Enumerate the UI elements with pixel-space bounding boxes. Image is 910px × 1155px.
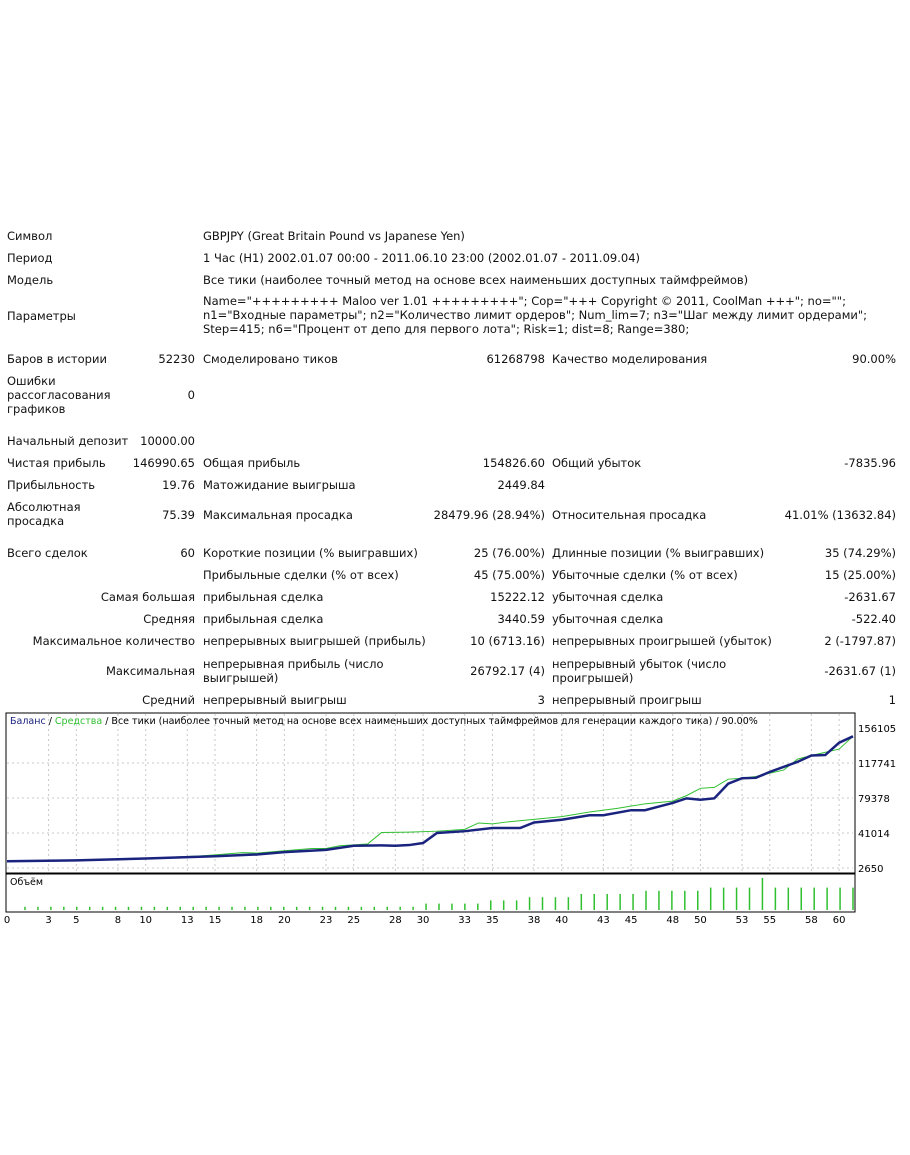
total-trades-label: Всего сделок xyxy=(7,546,88,560)
x-tick-label: 43 xyxy=(596,915,610,926)
max-count-label: Максимальное количество xyxy=(32,634,195,648)
x-tick-label: 48 xyxy=(666,915,680,926)
model-value: Все тики (наиболее точный метод на основе всех наименьших доступных таймфреймов) xyxy=(203,273,749,287)
profit-trades-value: 45 (75.00%) xyxy=(473,568,545,582)
x-tick-label: 0 xyxy=(3,915,11,926)
x-tick-label: 20 xyxy=(278,915,291,926)
x-tick-label: 58 xyxy=(805,915,818,926)
symbol-value: GBPJPY (Great Britain Pound vs Japanese Yen) xyxy=(203,229,465,243)
x-tick-label: 45 xyxy=(624,915,638,926)
maximal-profit-value: 26792.17 (4) xyxy=(470,664,545,678)
x-tick-label: 23 xyxy=(319,915,333,926)
x-tick-label: 10 xyxy=(139,915,153,926)
gross-profit-label: Общая прибыль xyxy=(203,456,301,470)
model-label: Модель xyxy=(7,273,54,287)
largest-profit-label: прибыльная сделка xyxy=(203,590,324,604)
symbol-label: Символ xyxy=(7,229,53,243)
deposit-label: Начальный депозит xyxy=(7,434,129,448)
total-trades-value: 60 xyxy=(180,546,195,560)
largest-loss-label: убыточная сделка xyxy=(552,590,664,604)
average-profit-value: 3440.59 xyxy=(497,612,545,626)
main-plot-frame xyxy=(6,713,855,873)
period-value: 1 Час (H1) 2002.01.07 00:00 - 2011.06.10 23:00 (2002.01.07 - 2011.09.04) xyxy=(203,251,640,265)
x-tick-label: 25 xyxy=(347,915,361,926)
avg-cons-wins-value: 3 xyxy=(537,693,545,707)
profit-factor-value: 19.76 xyxy=(162,478,195,492)
errors-label: Ошибки рассогласования графиков xyxy=(7,374,111,416)
x-tick-label: 15 xyxy=(208,915,222,926)
deposit-value: 10000.00 xyxy=(140,434,195,448)
short-positions-value: 25 (76.00%) xyxy=(473,546,545,560)
y-tick-label: 117741 xyxy=(858,759,897,771)
avg-cons-losses-label: непрерывный проигрыш xyxy=(552,693,702,707)
gross-loss-label: Общий убыток xyxy=(552,456,642,470)
x-tick-label: 13 xyxy=(180,915,194,926)
ticks-value: 61268798 xyxy=(486,352,545,366)
abs-drawdown-label: Абсолютная просадка xyxy=(7,500,81,528)
expected-payoff-label: Матожидание выигрыша xyxy=(203,478,356,492)
x-tick-label: 3 xyxy=(45,915,52,926)
avg-cons-label: Средний xyxy=(142,693,195,707)
x-tick-label: 33 xyxy=(458,915,472,926)
y-tick-label: 156105 xyxy=(858,724,897,735)
max-cons-wins-label: непрерывных выигрышей (прибыль) xyxy=(203,634,426,648)
params-value: Name="+++++++++ Maloo ver 1.01 +++++++++"; Cop="+++ Copyright © 2011, CoolMan +++"; no=""; n1="Входные параметры"; n2="Количество лимит ордеров"; Num_lim=7; n3="Шаг между лимит ордерами"; Step=415; n6="Процент от депо для первого лота"; Risk=1; dist=8; Range=380; xyxy=(203,294,868,336)
volume-label: Объём xyxy=(10,877,44,888)
x-tick-label: 28 xyxy=(388,915,402,926)
x-tick-label: 18 xyxy=(250,915,264,926)
largest-profit-value: 15222.12 xyxy=(490,590,545,604)
y-tick-label: 41014 xyxy=(858,828,890,840)
gross-loss-value: -7835.96 xyxy=(844,456,896,470)
legend-equity: Средства xyxy=(54,716,103,727)
x-tick-label: 55 xyxy=(763,915,777,926)
volume-plot-frame xyxy=(6,874,855,912)
x-axis-ticks xyxy=(4,915,846,926)
max-drawdown-label: Максимальная просадка xyxy=(203,508,353,522)
average-loss-value: -522.40 xyxy=(851,612,896,626)
x-tick-label: 53 xyxy=(735,915,749,926)
x-tick-label: 30 xyxy=(416,915,430,926)
legend-rest: / Все тики (наиболее точный метод на основе всех наименьших доступных таймфреймов для генерации каждого тика) / 90.00% xyxy=(102,716,758,727)
maximal-profit-label: непрерывная прибыль (число выигрышей) xyxy=(203,657,384,685)
x-tick-label: 50 xyxy=(694,915,707,926)
x-tick-label: 8 xyxy=(114,915,122,926)
net-profit-value: 146990.65 xyxy=(132,456,195,470)
short-positions-label: Короткие позиции (% выигравших) xyxy=(203,546,418,560)
x-tick-label: 5 xyxy=(73,915,80,926)
abs-drawdown-value: 75.39 xyxy=(162,508,195,522)
x-tick-label: 60 xyxy=(832,915,846,926)
legend-balance: Баланс xyxy=(10,716,46,727)
ticks-label: Смоделировано тиков xyxy=(203,352,338,366)
balance-chart xyxy=(5,712,905,927)
max-cons-losses-value: 2 (-1797.87) xyxy=(824,634,896,648)
x-tick-label: 35 xyxy=(486,915,499,926)
x-tick-label: 40 xyxy=(555,915,569,926)
max-cons-wins-value: 10 (6713.16) xyxy=(470,634,545,648)
profit-factor-label: Прибыльность xyxy=(7,478,96,492)
legend-sep: / xyxy=(45,716,55,727)
largest-label: Самая большая xyxy=(100,590,195,604)
largest-loss-value: -2631.67 xyxy=(844,590,896,604)
chart-legend xyxy=(10,716,758,727)
max-drawdown-value: 28479.96 (28.94%) xyxy=(433,508,545,522)
long-positions-value: 35 (74.29%) xyxy=(824,546,896,560)
average-loss-label: убыточная сделка xyxy=(552,612,664,626)
bars-label: Баров в истории xyxy=(7,352,107,366)
expected-payoff-value: 2449.84 xyxy=(497,478,545,492)
net-profit-label: Чистая прибыль xyxy=(7,456,106,470)
y-tick-label: 79378 xyxy=(858,793,890,805)
y-axis-ticks xyxy=(858,724,896,875)
quality-value: 90.00% xyxy=(852,352,896,366)
gross-profit-value: 154826.60 xyxy=(482,456,545,470)
max-cons-losses-label: непрерывных проигрышей (убыток) xyxy=(552,634,772,648)
quality-label: Качество моделирования xyxy=(552,352,708,366)
long-positions-label: Длинные позиции (% выигравших) xyxy=(552,546,765,560)
loss-trades-value: 15 (25.00%) xyxy=(824,568,896,582)
errors-value: 0 xyxy=(187,388,195,402)
avg-cons-wins-label: непрерывный выигрыш xyxy=(203,693,347,707)
period-label: Период xyxy=(7,251,53,265)
maximal-loss-label: непрерывный убыток (число проигрышей) xyxy=(552,657,727,685)
loss-trades-label: Убыточные сделки (% от всех) xyxy=(552,568,738,582)
params-label: Параметры xyxy=(7,309,76,323)
maximal-loss-value: -2631.67 (1) xyxy=(824,664,896,678)
rel-drawdown-label: Относительная просадка xyxy=(552,508,707,522)
bars-value: 52230 xyxy=(158,352,195,366)
average-profit-label: прибыльная сделка xyxy=(203,612,324,626)
y-tick-label: 2650 xyxy=(858,864,884,875)
x-tick-label: 38 xyxy=(527,915,541,926)
profit-trades-label: Прибыльные сделки (% от всех) xyxy=(203,568,399,582)
rel-drawdown-value: 41.01% (13632.84) xyxy=(784,508,896,522)
average-label: Средняя xyxy=(143,612,195,626)
avg-cons-losses-value: 1 xyxy=(888,693,896,707)
maximal-label: Максимальная xyxy=(105,664,195,678)
